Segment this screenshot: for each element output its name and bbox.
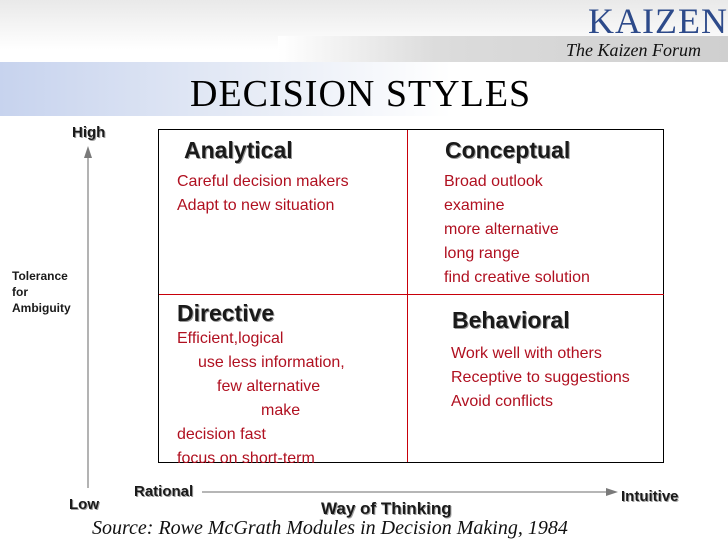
list-item: decision fast <box>177 426 266 443</box>
y-axis-high-label: High <box>72 124 106 141</box>
forum-name: The Kaizen Forum <box>566 40 701 60</box>
list-item: Efficient,logical <box>177 330 284 347</box>
quadrant-title-analytical: Analytical <box>184 137 293 163</box>
list-item: long range <box>444 245 520 262</box>
source-citation: Source: Rowe McGrath Modules in Decision Making, 1984 <box>92 517 568 539</box>
x-axis-arrowhead <box>606 488 618 496</box>
list-item: Broad outlook <box>444 173 543 190</box>
y-axis-arrowhead <box>84 146 92 158</box>
x-axis-left-label: Rational <box>134 483 194 500</box>
list-item: more alternative <box>444 221 559 238</box>
list-item: make <box>261 402 301 419</box>
y-axis-title-line: for <box>12 285 28 299</box>
y-axis-title <box>12 268 71 316</box>
x-axis-right-label: Intuitive <box>621 488 679 505</box>
list-item: examine <box>444 197 505 214</box>
list-item: Receptive to suggestions <box>451 369 630 386</box>
x-axis-title: Way of Thinking <box>321 499 452 518</box>
list-item: Adapt to new situation <box>177 197 335 214</box>
quadrant-title-conceptual: Conceptual <box>445 137 571 163</box>
y-axis-low-label: Low <box>69 496 99 513</box>
quadrant-title-directive: Directive <box>177 300 275 326</box>
list-item: Avoid conflicts <box>451 393 553 410</box>
list-item: few alternative <box>217 378 321 395</box>
kaizen-logo: KAIZEN <box>588 1 728 41</box>
y-axis-title-line: Tolerance <box>12 269 68 283</box>
list-item: focus on short-term <box>177 450 315 467</box>
list-item: use less information, <box>198 354 345 371</box>
page-title: DECISION STYLES <box>190 73 532 115</box>
y-axis-title-line: Ambiguity <box>12 301 71 315</box>
list-item: find creative solution <box>444 269 590 286</box>
list-item: Careful decision makers <box>177 173 349 190</box>
list-item: Work well with others <box>451 345 602 362</box>
quadrant-title-behavioral: Behavioral <box>452 307 570 333</box>
